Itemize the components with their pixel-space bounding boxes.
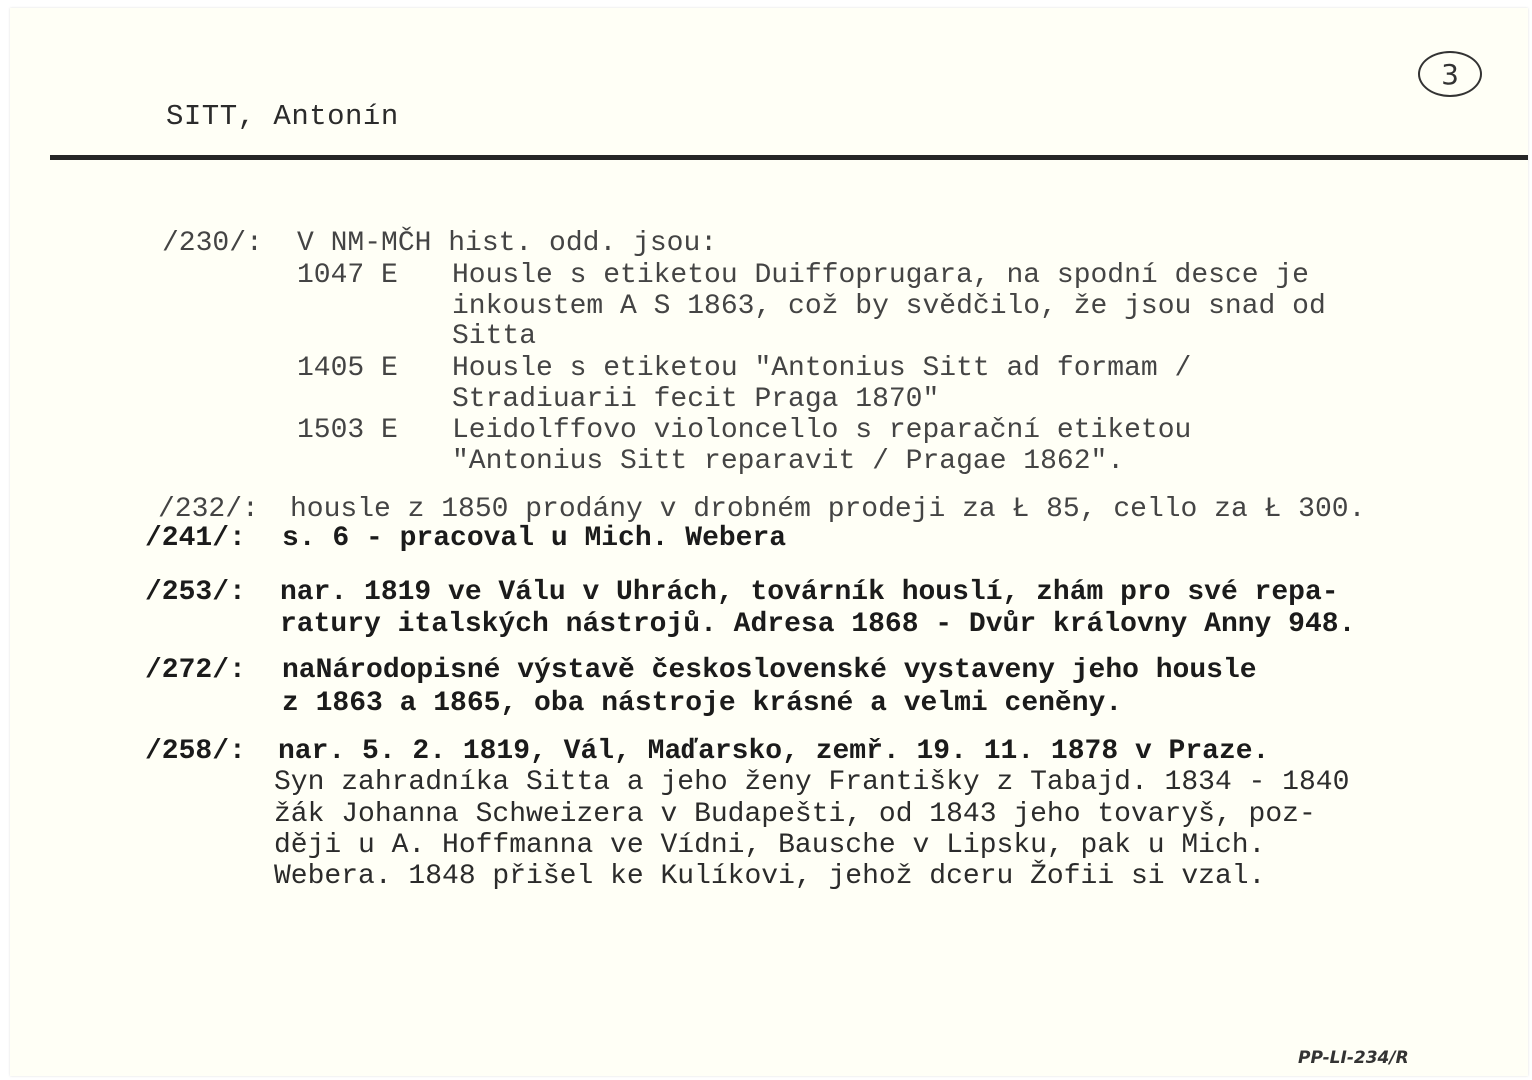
entry-line: housle z 1850 prodány v drobném prodeji za Ł 85, cello za Ł 300. [290, 494, 1366, 525]
entry-ref-258: /258/: [145, 736, 246, 767]
entry-ref-272: /272/: [145, 655, 246, 686]
entry-ref-241: /241/: [145, 523, 246, 554]
archive-code: PP-LI-234/R [1298, 1048, 1409, 1068]
item-line: Leidolffovo violoncello s reparační etiketou [452, 415, 1192, 446]
entry-line: s. 6 - pracoval u Mich. Webera [282, 523, 787, 554]
entry-line: z 1863 a 1865, oba nástroje krásné a velmi ceněny. [282, 688, 1123, 719]
inventory-number: 1405 E [297, 353, 398, 384]
entry-230-intro: V NM-MČH hist. odd. jsou: [297, 228, 718, 259]
entry-line: Syn zahradníka Sitta a jeho ženy Františky z Tabajd. 1834 - 1840 [274, 767, 1350, 798]
item-line: inkoustem A S 1863, což by svědčilo, že jsou snad od [452, 291, 1326, 322]
entry-line: naNárodopisné výstavě československé vystaveny jeho housle [282, 655, 1257, 686]
item-line: Sitta [452, 321, 537, 352]
entry-line: Webera. 1848 přišel ke Kulíkovi, jehož dceru Žofii si vzal. [274, 861, 1266, 892]
inventory-number: 1047 E [297, 260, 398, 291]
entry-line: ději u A. Hoffmanna ve Vídni, Bausche v Lipsku, pak u Mich. [274, 830, 1266, 861]
item-line: Housle s etiketou "Antonius Sitt ad formam / [452, 353, 1192, 384]
entry-ref-232: /232/: [158, 494, 259, 525]
entry-line: žák Johanna Schweizera v Budapešti, od 1843 jeho tovaryš, poz- [274, 799, 1316, 830]
entry-ref-230: /230/: [162, 228, 263, 259]
card-number: 3 [1441, 57, 1459, 91]
item-line: Stradiuarii fecit Praga 1870" [452, 384, 940, 415]
card-heading: SITT, Antonín [166, 100, 399, 133]
entry-line: nar. 5. 2. 1819, Vál, Maďarsko, zemř. 19. 11. 1878 v Praze. [278, 736, 1270, 767]
entry-line: nar. 1819 ve Válu v Uhrách, továrník houslí, zhám pro své repa- [280, 577, 1339, 608]
card-number-circle [1418, 51, 1482, 97]
entry-line: ratury italských nástrojů. Adresa 1868 - Dvůr královny Anny 948. [280, 609, 1356, 640]
heading-divider [50, 155, 1528, 160]
entry-ref-253: /253/: [145, 577, 246, 608]
item-line: "Antonius Sitt reparavit / Pragae 1862". [452, 446, 1125, 477]
item-line: Housle s etiketou Duiffoprugara, na spodní desce je [452, 260, 1309, 291]
inventory-number: 1503 E [297, 415, 398, 446]
